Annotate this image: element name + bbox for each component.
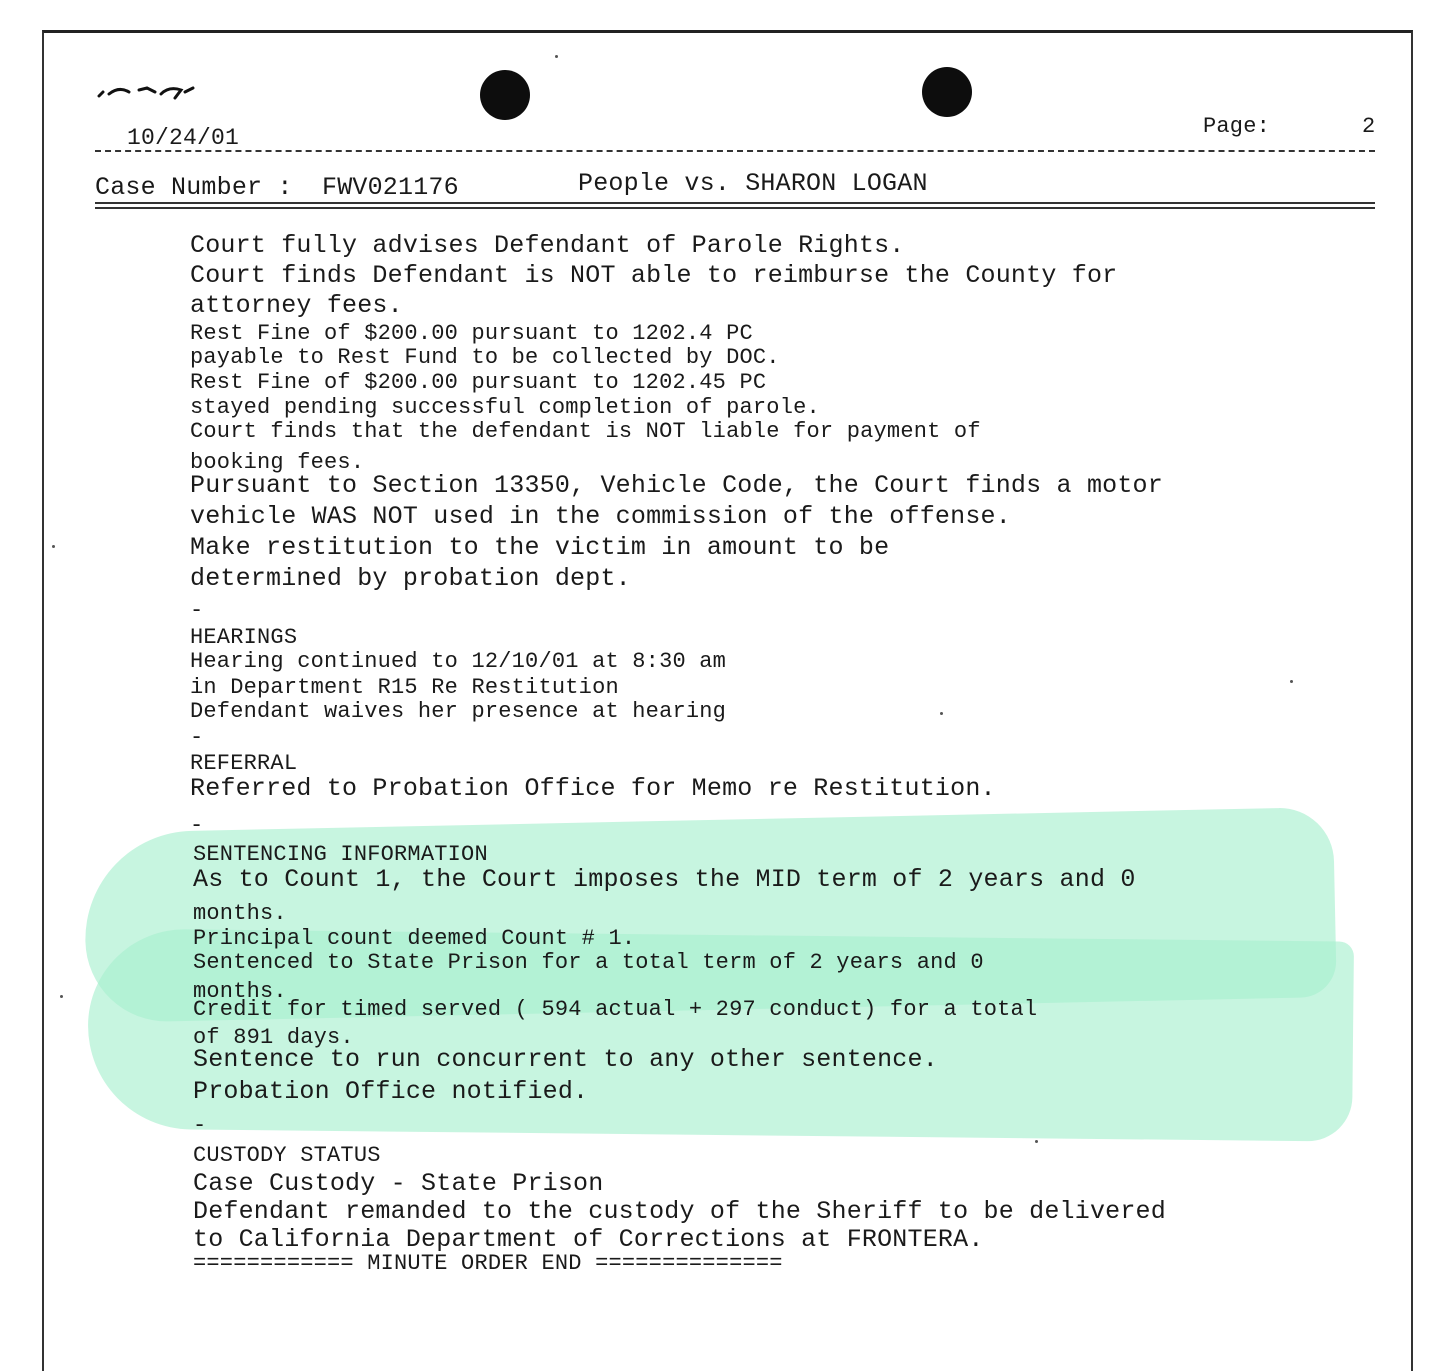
text-line: Defendant waives her presence at hearing [190, 699, 727, 724]
scan-speck [1035, 1140, 1038, 1143]
text-line: Court finds that the defendant is NOT liable for payment of [190, 419, 981, 444]
text-line: payable to Rest Fund to be collected by DOC. [190, 345, 780, 370]
text-line: in Department R15 Re Restitution [190, 675, 619, 700]
section-heading-custody: CUSTODY STATUS [193, 1143, 381, 1168]
text-line: Make restitution to the victim in amount to be [190, 533, 890, 562]
section-heading-hearings: HEARINGS [190, 625, 298, 650]
header-double-rule [95, 202, 1375, 209]
text-line: Rest Fine of $200.00 pursuant to 1202.4 PC [190, 321, 753, 346]
text-line: Hearing continued to 12/10/01 at 8:30 am [190, 649, 727, 674]
text-line: Court fully advises Defendant of Parole Rights. [190, 231, 905, 260]
scan-speck [555, 55, 558, 58]
scan-speck [60, 995, 63, 998]
punch-hole-left [480, 70, 530, 120]
section-heading-sentencing: SENTENCING INFORMATION [193, 842, 488, 867]
handwritten-mark [95, 82, 205, 112]
case-number: FWV021176 [322, 173, 459, 202]
text-line: Principal count deemed Count # 1. [193, 926, 636, 951]
text-line: As to Count 1, the Court imposes the MID term of 2 years and 0 [193, 865, 1136, 894]
text-line: of 891 days. [193, 1025, 354, 1050]
page-label: Page: [1203, 114, 1271, 139]
text-line: Defendant remanded to the custody of the Sheriff to be delivered [193, 1197, 1166, 1226]
scan-speck [940, 712, 943, 715]
text-line: determined by probation dept. [190, 564, 631, 593]
case-number-label: Case Number : [95, 173, 293, 202]
text-line: to California Department of Corrections at FRONTERA. [193, 1225, 984, 1254]
text-line: vehicle WAS NOT used in the commission of the offense. [190, 502, 1011, 531]
text-line: Pursuant to Section 13350, Vehicle Code, the Court finds a motor [190, 471, 1163, 500]
document-date: 10/24/01 [127, 125, 240, 151]
minute-order-end: ============ MINUTE ORDER END ============== [193, 1251, 783, 1276]
section-separator: - [190, 598, 204, 623]
text-line: booking fees. [190, 450, 365, 475]
text-line: Probation Office notified. [193, 1077, 589, 1106]
text-line: months. [193, 979, 287, 1004]
text-line: Credit for timed served ( 594 actual + 297 conduct) for a total [193, 997, 1038, 1022]
scan-speck [1290, 680, 1293, 683]
text-line: attorney fees. [190, 291, 403, 320]
section-separator: - [190, 813, 204, 838]
section-separator: - [193, 1113, 207, 1138]
text-line: Rest Fine of $200.00 pursuant to 1202.45 PC [190, 370, 767, 395]
section-heading-referral: REFERRAL [190, 751, 298, 776]
case-title: People vs. SHARON LOGAN [578, 169, 928, 198]
text-line: Sentenced to State Prison for a total term of 2 years and 0 [193, 950, 984, 975]
text-line: Referred to Probation Office for Memo re Restitution. [190, 774, 996, 803]
text-line: Case Custody - State Prison [193, 1169, 604, 1198]
punch-hole-right [922, 67, 972, 117]
header-dash-rule [95, 150, 1375, 152]
text-line: Court finds Defendant is NOT able to reimburse the County for [190, 261, 1118, 290]
scan-speck [52, 545, 55, 548]
text-line: Sentence to run concurrent to any other sentence. [193, 1045, 938, 1074]
section-separator: - [190, 725, 204, 750]
text-line: months. [193, 901, 287, 926]
text-line: stayed pending successful completion of parole. [190, 395, 820, 420]
page-number: 2 [1362, 114, 1376, 139]
